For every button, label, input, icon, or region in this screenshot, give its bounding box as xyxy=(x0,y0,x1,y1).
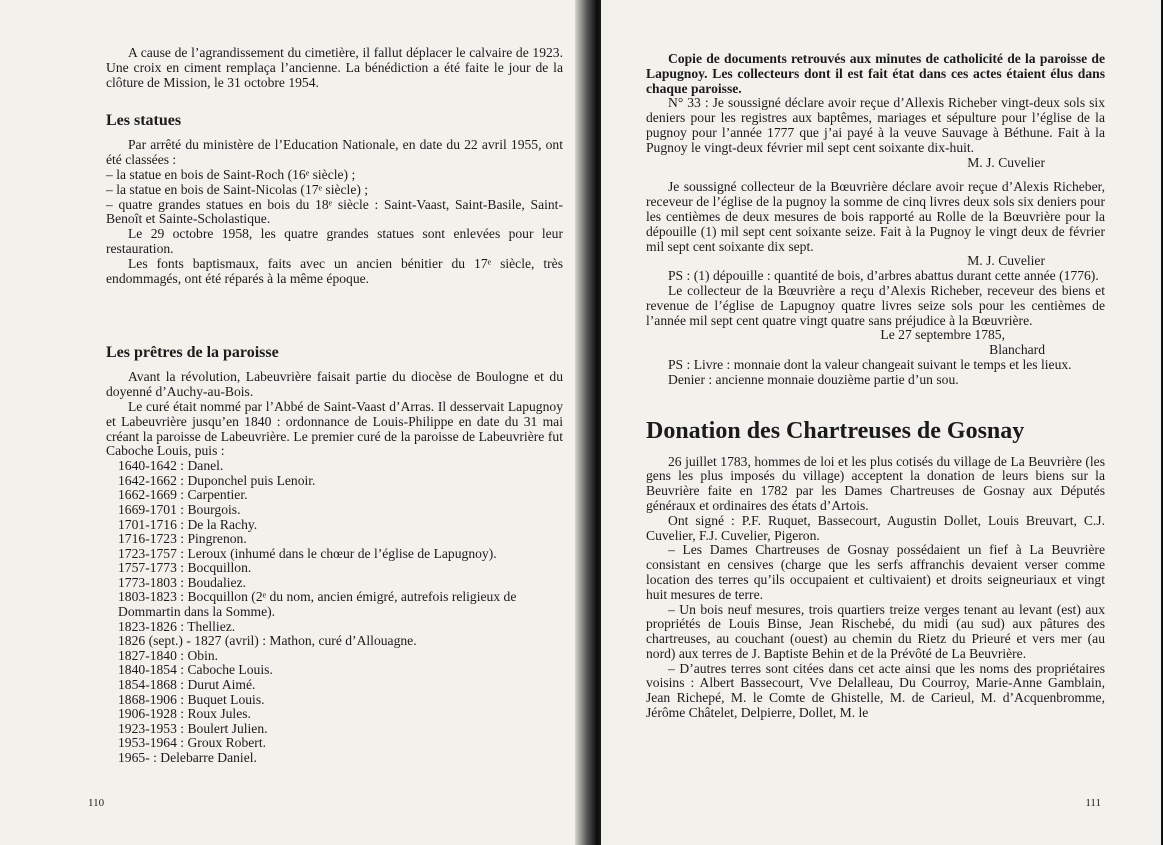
list-item: 1662-1669 : Carpentier. xyxy=(118,487,248,503)
donation-paragraph-3: – Les Dames Chartreuses de Gosnay possédaient un fief à La Beuvrière consistant en censives (charge que les serfs affranchis devaient verser comme location des terres qu’ils occupaient et cultivaient) et droits seigneuriaux et vingt huit mesures de terre. xyxy=(646,542,1105,602)
list-item: 1965- : Delebarre Daniel. xyxy=(118,750,257,766)
list-item: 1803-1823 : Bocquillon (2ᵉ du nom, ancien émigré, autrefois religieux de Dommartin dans la Somme). xyxy=(118,589,517,620)
page-number-left: 110 xyxy=(88,797,105,809)
document-1: N° 33 : Je soussigné déclare avoir reçue d’Allexis Richeber vingt-deux sols six deniers pour les registres aux baptêmes, mariages et sépulture pour l’église de la pugnoy pour l’année 1777 que j’ai payé à la veuve Sauvage à Béthune. Fait à la Pugnoy le vingt-deux février mil sept cent soixante dix-huit. xyxy=(646,95,1105,155)
statues-item-1: – la statue en bois de Saint-Roch (16ᵉ siècle) ; xyxy=(106,166,356,182)
postscript-1: PS : (1) dépouille : quantité de bois, d’arbres abattus durant cette année (1776). xyxy=(668,268,1099,284)
postscript-3: Denier : ancienne monnaie douzième partie d’un sou. xyxy=(668,371,959,387)
list-item: 1757-1773 : Bocquillon. xyxy=(118,560,252,576)
statues-paragraph-2: Le 29 octobre 1958, les quatre grandes statues sont enlevées pour leur restauration. xyxy=(106,226,563,256)
statues-item-2: – la statue en bois de Saint-Nicolas (17ᵉ siècle) ; xyxy=(106,181,369,197)
signature-1: M. J. Cuvelier xyxy=(967,154,1045,170)
statues-paragraph-3: Les fonts baptismaux, faits avec un ancien bénitier du 17ᵉ siècle, très endommagés, ont été réparés à la même époque. xyxy=(106,255,563,286)
statues-heading: Les statues xyxy=(106,112,182,130)
list-item: 1701-1716 : De la Rachy. xyxy=(118,516,258,532)
list-item: 1923-1953 : Boulert Julien. xyxy=(118,720,268,736)
list-item: 1723-1757 : Leroux (inhumé dans le chœur de l’église de Lapugnoy). xyxy=(118,545,497,561)
donation-paragraph-5: – D’autres terres sont citées dans cet acte ainsi que les noms des propriétaires voisins : Albert Bassecourt, Vve Delalleau, Du Courroy, Marie-Anne Gamblain, Jean Richepé, M. le Comte de Ghistelle, M. de Carieul, M. d’Acquenbromme, Jérôme Châtelet, Delpierre, Dollet, M. le xyxy=(646,660,1105,721)
signature-3: Blanchard xyxy=(989,342,1045,358)
intro-paragraph: A cause de l’agrandissement du cimetière, il fallut déplacer le calvaire de 1923. Une croix en ciment remplaça l’ancienne. La bénédiction a été faite le jour de la clôture de Mission, le 31 octobre 1954. xyxy=(106,45,563,90)
donation-paragraph-4: – Un bois neuf mesures, trois quartiers treize verges tenant au levant (est) aux propriétés de Louis Binse, Jean Rischebé, du midi (au sud) aux pâtures des chartreuses, au couchant (ouest) au chemin du Rietz du Prieuré et vers mer (au nord) aux terres de J. Baptiste Behin et de la Prévôté de La Beuvrière. xyxy=(646,601,1105,661)
list-item: 1854-1868 : Durut Aimé. xyxy=(118,677,256,693)
statues-item-3: – quatre grandes statues en bois du 18ᵉ siècle : Saint-Vaast, Saint-Basile, Saint-Benoît et Sainte-Scholastique. xyxy=(106,196,563,227)
list-item: 1773-1803 : Boudaliez. xyxy=(118,574,246,590)
list-item: 1640-1642 : Danel. xyxy=(118,458,224,474)
list-item: 1827-1840 : Obin. xyxy=(118,647,219,663)
list-item: 1669-1701 : Bourgois. xyxy=(118,501,241,517)
pretres-paragraph-2: Le curé était nommé par l’Abbé de Saint-Vaast d’Arras. Il desservait Lapugnoy et Labeuvrière jusqu’en 1840 : ordonnance de Louis-Philippe en date du 31 mai créant la paroisse de Labeuvrière. Le premier curé de la paroisse de Labeuvrière fut Caboche Louis, puis : xyxy=(106,398,563,459)
donation-paragraph-2: Ont signé : P.F. Ruquet, Bassecourt, Augustin Dollet, Louis Breuvart, C.J. Cuvelier, F.J. Cuvelier, Pigeron. xyxy=(646,512,1105,543)
list-item: 1716-1723 : Pingrenon. xyxy=(118,531,247,547)
date-3: Le 27 septembre 1785, xyxy=(880,327,1005,343)
list-item: 1953-1964 : Groux Robert. xyxy=(118,735,267,751)
list-item: 1868-1906 : Buquet Louis. xyxy=(118,691,265,707)
list-item: 1642-1662 : Duponchel puis Lenoir. xyxy=(118,472,316,488)
page-number-right: 111 xyxy=(1085,797,1101,809)
pretres-heading: Les prêtres de la paroisse xyxy=(106,344,279,362)
statues-paragraph-1: Par arrêté du ministère de l’Education Nationale, en date du 22 avril 1955, ont été classées : xyxy=(106,137,563,168)
donation-heading: Donation des Chartreuses de Gosnay xyxy=(646,417,1025,444)
list-item: 1840-1854 : Caboche Louis. xyxy=(118,662,273,678)
documents-heading: Copie de documents retrouvés aux minutes de catholicité de la paroisse de Lapugnoy. Les collecteurs dont il est fait état dans ces actes étaient élus dans chaque paroisse. xyxy=(646,51,1105,96)
list-item: 1823-1826 : Thelliez. xyxy=(118,618,236,634)
right-page xyxy=(601,0,1163,845)
document-3: Le collecteur de la Bœuvrière a reçu d’Alexis Richeber, receveur des biens et revenue de l’église de Lapugnoy quatre livres seize sols pour les centièmes de l’année mil sept cent quatre vingt quatre sans préjudice à la Bœuvrière. xyxy=(646,282,1105,328)
list-item: 1906-1928 : Roux Jules. xyxy=(118,706,251,722)
signature-2: M. J. Cuvelier xyxy=(967,253,1045,269)
pretres-paragraph-1: Avant la révolution, Labeuvrière faisait partie du diocèse de Boulogne et du doyenné d’Auchy-au-Bois. xyxy=(106,369,563,400)
donation-paragraph-1: 26 juillet 1783, hommes de loi et les plus cotisés du village de La Beuvrière (les gens les plus imposés du village) acceptent la donation de leurs biens sur la Beuvrière faite en 1782 par les Dames Chartreuses de Gosnay aux Députés généraux et ordinaires des états d’Artois. xyxy=(646,453,1105,513)
document-2: Je soussigné collecteur de la Bœuvrière déclare avoir reçue d’Alexis Richeber, receveur de l’église de la pugnoy la somme de cinq livres deux sols six deniers pour les centièmes de deux mesures de bois rapporté au Rolle de la Bœuvrière pour la dépouille (1) mil sept cent soixante seize. Fait à la Pugnoy le vingt deux de février mil sept cent soixante dix sept. xyxy=(646,179,1105,254)
priests-list xyxy=(106,459,563,765)
postscript-2: PS : Livre : monnaie dont la valeur changeait suivant le temps et les lieux. xyxy=(668,356,1072,372)
list-item: 1826 (sept.) - 1827 (avril) : Mathon, curé d’Allouagne. xyxy=(118,633,417,649)
